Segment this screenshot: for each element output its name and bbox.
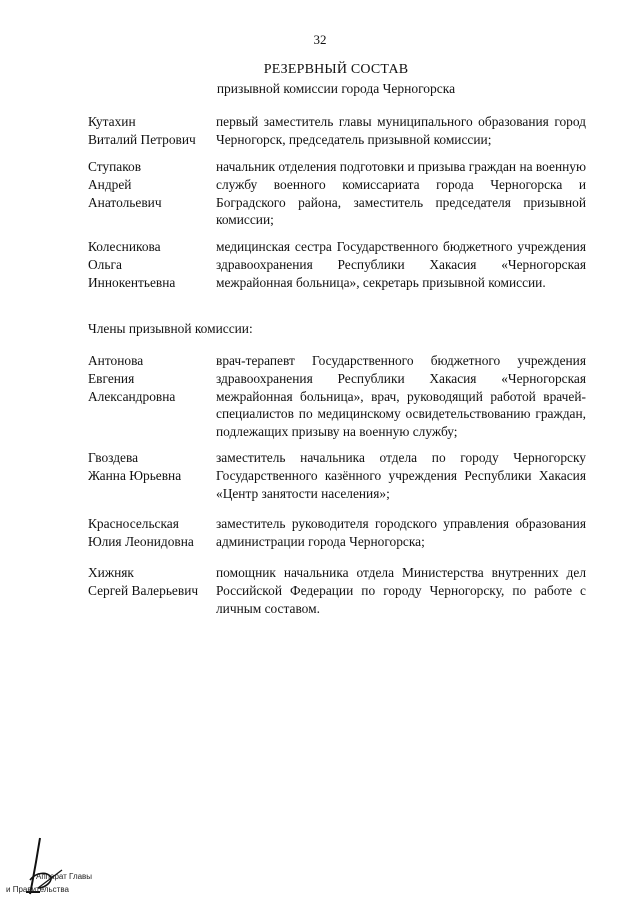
name-line: Андрей [88, 176, 132, 192]
name-line: Колесникова [88, 239, 161, 254]
entry-name [88, 158, 213, 211]
entry-name [88, 352, 213, 405]
entry-role: помощник начальника отдела Министерства внутренних дел Российской Федерации по городу Черногорску, по работе с личным составом. [216, 565, 586, 616]
page-number: 32 [313, 32, 327, 47]
stamp-text-line: Аппарат Главы [36, 872, 93, 881]
name-line: Евгения [88, 370, 135, 386]
name-line: Антонова [88, 353, 144, 368]
name-line: Жанна Юрьевна [88, 467, 182, 483]
name-line: Виталий Петрович [88, 131, 196, 147]
members-section-label: Члены призывной комиссии: [88, 321, 253, 336]
entry-name [88, 515, 213, 551]
entry-role: заместитель начальника отдела по городу Черногорску Государственного казённого учреждения Республики Хакасия «Центр занятости населения»; [216, 450, 586, 501]
entry-name [88, 113, 213, 149]
name-line: Хижняк [88, 565, 134, 580]
name-line: Юлия Леонидовна [88, 533, 194, 549]
name-line: Александровна [88, 388, 176, 404]
entry-name [88, 238, 213, 291]
entry-role: врач-терапевт Государственного бюджетного учреждения здравоохранения Республики Хакасия «Черногорская межрайонная больница», врач, руководящий работой врачей-специалистов по медицинскому освидетельствованию граждан, подлежащих призыву на военную службу; [216, 353, 586, 440]
name-line: Иннокентьевна [88, 274, 176, 290]
entry-role: начальник отделения подготовки и призыва граждан на военную службу военного комиссариата города Черногорска и Боградского района, заместитель председателя призывной комиссии; [216, 159, 586, 228]
name-line: Анатольевич [88, 194, 162, 210]
entry-role: первый заместитель главы муниципального образования город Черногорск, председатель призывной комиссии; [216, 114, 586, 147]
entry-role: медицинская сестра Государственного бюджетного учреждения здравоохранения Республики Хакасия «Черногорская межрайонная больница», секретарь призывной комиссии. [216, 239, 586, 290]
name-line: Сергей Валерьевич [88, 582, 199, 598]
name-line: Ступаков [88, 159, 142, 174]
entry-name [88, 449, 213, 485]
entry-role: заместитель руководителя городского управления образования администрации города Черногорска; [216, 516, 586, 549]
name-line: Красносельская [88, 516, 179, 531]
entry-name [88, 564, 213, 600]
stamp-text-line: и Правительства [6, 885, 69, 894]
document-subtitle: призывной комиссии города Черногорска [216, 81, 456, 96]
name-line: Кутахин [88, 114, 136, 129]
name-line: Гвоздева [88, 450, 139, 465]
stamp-signature [0, 832, 110, 902]
name-line: Ольга [88, 256, 122, 272]
document-title: РЕЗЕРВНЫЙ СОСТАВ [263, 62, 409, 77]
